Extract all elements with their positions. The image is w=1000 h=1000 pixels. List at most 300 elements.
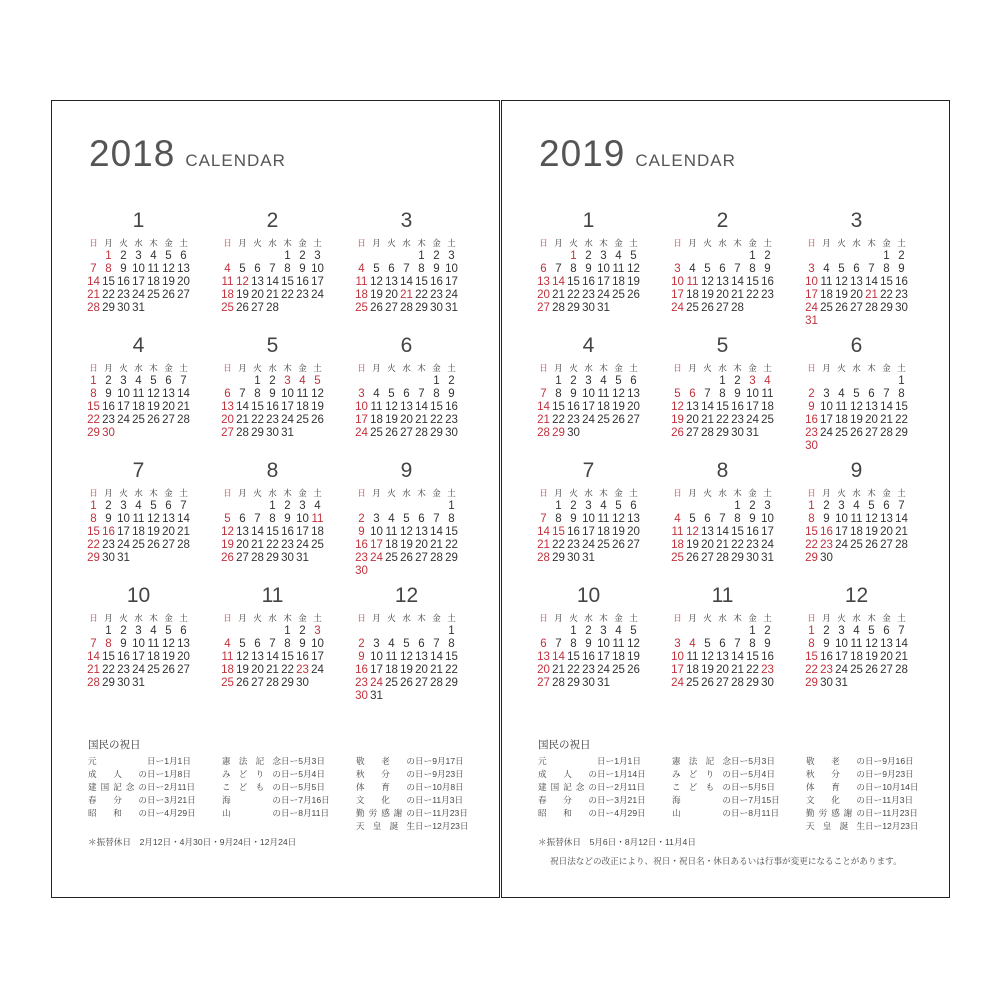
day-cell: 13	[716, 651, 729, 663]
weekday-label: 木	[733, 488, 742, 498]
day-cell: 21	[236, 414, 249, 426]
week-row	[536, 397, 656, 413]
week-row	[670, 371, 790, 387]
day-cell: 7	[540, 388, 547, 400]
day-cell: 8	[284, 638, 291, 650]
day-cell: 17	[117, 526, 130, 538]
day-cell: 2	[358, 513, 365, 525]
day-cell: 16	[820, 526, 833, 538]
day-cell: 7	[555, 638, 562, 650]
day-cell: 22	[805, 539, 818, 551]
weekday-header	[354, 358, 474, 371]
day-cell: 26	[865, 664, 878, 676]
day-cell: 17	[132, 651, 145, 663]
weekday-label: 火	[387, 488, 396, 498]
weekday-header	[536, 358, 656, 371]
day-cell: 14	[430, 526, 443, 538]
day-cell: 11	[385, 651, 398, 663]
day-cell: 15	[281, 276, 294, 288]
day-cell: 12	[627, 263, 640, 275]
holiday-date: 日ー5月5日	[731, 782, 775, 792]
weekday-label: 木	[149, 238, 158, 248]
day-cell: 25	[597, 539, 610, 551]
week-row	[220, 496, 340, 512]
day-cell: 24	[805, 302, 818, 314]
weekday-label: 水	[584, 613, 593, 623]
day-cell: 19	[311, 401, 324, 413]
day-cell: 21	[552, 289, 565, 301]
day-cell: 5	[165, 250, 172, 262]
weekday-label: 火	[387, 613, 396, 623]
holiday-date: 日ー9月23日	[415, 769, 464, 779]
day-cell: 20	[880, 526, 893, 538]
day-cell: 9	[433, 263, 440, 275]
day-cell: 5	[239, 638, 246, 650]
day-cell: 4	[388, 513, 395, 525]
day-cell: 3	[600, 250, 607, 262]
day-cell: 12	[701, 276, 714, 288]
day-cell: 5	[838, 263, 845, 275]
day-cell: 12	[701, 651, 714, 663]
day-cell: 13	[162, 513, 175, 525]
day-cell: 30	[102, 427, 115, 439]
weekday-label: 金	[748, 613, 757, 623]
day-cell: 1	[883, 250, 890, 262]
holiday-entry	[806, 755, 919, 768]
day-cell: 21	[251, 539, 264, 551]
day-cell: 11	[597, 513, 610, 525]
day-cell: 7	[898, 500, 905, 512]
day-cell: 29	[281, 677, 294, 689]
day-cell: 3	[749, 375, 756, 387]
weekday-header	[536, 608, 656, 621]
week-row	[536, 272, 656, 288]
weekday-label: 水	[718, 488, 727, 498]
weekday-label: 火	[569, 238, 578, 248]
week-row	[804, 535, 924, 551]
week-row	[354, 647, 474, 663]
holiday-date: 日ー11月3日	[415, 795, 464, 805]
day-cell: 13	[415, 526, 428, 538]
holiday-entry	[538, 781, 646, 794]
weekday-label: 月	[104, 363, 113, 373]
day-cell: 18	[835, 414, 848, 426]
day-cell: 7	[734, 638, 741, 650]
weekday-label: 日	[539, 488, 548, 498]
day-cell: 8	[448, 638, 455, 650]
day-cell: 27	[865, 427, 878, 439]
day-cell: 8	[448, 513, 455, 525]
weekday-label: 土	[629, 488, 638, 498]
day-cell: 30	[820, 552, 833, 564]
day-cell: 14	[87, 651, 100, 663]
week-row	[804, 298, 924, 314]
day-cell: 11	[761, 388, 774, 400]
day-cell: 30	[430, 302, 443, 314]
weekday-label: 土	[897, 238, 906, 248]
day-cell: 16	[761, 276, 774, 288]
weekday-label: 木	[149, 613, 158, 623]
day-cell: 19	[627, 276, 640, 288]
day-cell: 22	[281, 664, 294, 676]
day-cell: 5	[704, 263, 711, 275]
day-cell: 14	[266, 651, 279, 663]
day-cell: 4	[224, 263, 231, 275]
day-cell: 28	[701, 427, 714, 439]
day-cell: 11	[311, 513, 324, 525]
day-cell: 21	[880, 414, 893, 426]
day-cell: 21	[400, 289, 413, 301]
week-row	[804, 522, 924, 538]
day-cell: 16	[266, 401, 279, 413]
day-cell: 16	[895, 276, 908, 288]
day-cell: 16	[296, 651, 309, 663]
day-cell: 26	[147, 414, 160, 426]
day-cell: 9	[585, 638, 592, 650]
day-cell: 20	[686, 414, 699, 426]
day-cell: 14	[537, 526, 550, 538]
month-1	[536, 209, 656, 314]
week-row	[220, 397, 340, 413]
week-row	[670, 535, 790, 551]
holiday-entry	[672, 794, 780, 807]
day-cell: 24	[761, 539, 774, 551]
weekday-label: 金	[432, 488, 441, 498]
day-cell: 11	[147, 263, 160, 275]
day-cell: 10	[281, 388, 294, 400]
day-cell: 28	[865, 302, 878, 314]
weekday-label: 金	[298, 613, 307, 623]
day-cell: 26	[400, 552, 413, 564]
day-cell: 9	[358, 651, 365, 663]
weekday-label: 金	[164, 613, 173, 623]
day-cell: 12	[835, 276, 848, 288]
day-cell: 18	[686, 289, 699, 301]
day-cell: 10	[582, 513, 595, 525]
day-cell: 25	[385, 552, 398, 564]
week-row	[86, 647, 206, 663]
day-cell: 10	[370, 526, 383, 538]
week-row	[670, 410, 790, 426]
day-cell: 12	[671, 401, 684, 413]
day-cell: 12	[311, 388, 324, 400]
holiday-column	[806, 755, 919, 833]
day-cell: 15	[552, 401, 565, 413]
day-cell: 31	[132, 302, 145, 314]
day-cell: 18	[820, 289, 833, 301]
weekday-label: 金	[882, 613, 891, 623]
day-cell: 1	[448, 625, 455, 637]
day-cell: 22	[415, 289, 428, 301]
day-cell: 8	[105, 638, 112, 650]
day-cell: 21	[430, 664, 443, 676]
holiday-entry	[88, 755, 196, 768]
day-cell: 11	[820, 276, 833, 288]
day-cell: 17	[597, 651, 610, 663]
day-cell: 23	[805, 427, 818, 439]
month-number: 8	[716, 459, 729, 482]
day-cell: 9	[823, 513, 830, 525]
day-cell: 24	[597, 664, 610, 676]
day-cell: 9	[585, 263, 592, 275]
day-cell: 28	[731, 302, 744, 314]
day-cell: 2	[585, 250, 592, 262]
day-cell: 3	[808, 263, 815, 275]
holiday-name: 文化の	[806, 795, 865, 805]
day-cell: 6	[254, 263, 261, 275]
month-9	[804, 459, 924, 564]
weekday-label: 月	[372, 488, 381, 498]
day-cell: 30	[567, 427, 580, 439]
day-cell: 5	[674, 388, 681, 400]
holiday-entry	[222, 755, 330, 768]
day-cell: 29	[895, 427, 908, 439]
weekday-header	[670, 608, 790, 621]
weekday-label: 火	[253, 363, 262, 373]
weekday-label: 火	[119, 613, 128, 623]
day-cell: 26	[236, 677, 249, 689]
day-cell: 7	[868, 263, 875, 275]
day-cell: 10	[355, 401, 368, 413]
week-row	[670, 621, 790, 637]
day-cell: 24	[281, 414, 294, 426]
day-cell: 19	[850, 414, 863, 426]
day-cell: 4	[823, 263, 830, 275]
week-row	[536, 246, 656, 262]
day-cell: 25	[835, 427, 848, 439]
month-number: 11	[711, 584, 734, 607]
week-row	[536, 496, 656, 512]
weekday-label: 木	[417, 363, 426, 373]
month-3	[804, 209, 924, 327]
day-cell: 17	[117, 401, 130, 413]
day-cell: 9	[269, 388, 276, 400]
day-cell: 10	[582, 388, 595, 400]
day-cell: 28	[895, 664, 908, 676]
weekday-label: 月	[372, 238, 381, 248]
weekday-label: 火	[569, 613, 578, 623]
day-cell: 7	[555, 263, 562, 275]
day-cell: 17	[820, 414, 833, 426]
day-cell: 24	[671, 677, 684, 689]
day-cell: 15	[895, 401, 908, 413]
day-cell: 9	[570, 388, 577, 400]
day-cell: 17	[582, 401, 595, 413]
day-cell: 20	[716, 664, 729, 676]
day-cell: 10	[117, 513, 130, 525]
day-cell: 23	[266, 414, 279, 426]
weekday-label: 水	[134, 488, 143, 498]
day-cell: 11	[597, 388, 610, 400]
day-cell: 1	[570, 250, 577, 262]
day-cell: 17	[671, 664, 684, 676]
day-cell: 15	[102, 651, 115, 663]
weekday-label: 水	[852, 363, 861, 373]
holiday-date: 日ー10月14日	[865, 782, 919, 792]
day-cell: 4	[135, 375, 142, 387]
day-cell: 29	[567, 677, 580, 689]
day-cell: 20	[850, 289, 863, 301]
holiday-column	[88, 755, 196, 820]
day-cell: 18	[612, 651, 625, 663]
day-cell: 8	[90, 513, 97, 525]
day-cell: 22	[567, 664, 580, 676]
day-cell: 21	[177, 401, 190, 413]
week-row	[220, 285, 340, 301]
weekday-label: 月	[554, 238, 563, 248]
weekday-header	[804, 233, 924, 246]
week-row	[354, 298, 474, 314]
day-cell: 4	[615, 625, 622, 637]
week-row	[354, 285, 474, 301]
day-cell: 6	[165, 500, 172, 512]
day-cell: 1	[105, 250, 112, 262]
weekday-label: 日	[89, 363, 98, 373]
day-cell: 23	[355, 677, 368, 689]
day-cell: 17	[746, 401, 759, 413]
day-cell: 5	[615, 375, 622, 387]
holiday-entry	[356, 794, 469, 807]
day-cell: 3	[585, 500, 592, 512]
day-cell: 14	[895, 638, 908, 650]
day-cell: 27	[686, 427, 699, 439]
holiday-entry	[672, 781, 780, 794]
weekday-label: 木	[599, 238, 608, 248]
day-cell: 23	[430, 289, 443, 301]
day-cell: 19	[370, 289, 383, 301]
day-cell: 31	[597, 302, 610, 314]
holiday-date: 日ー3月21日	[597, 795, 646, 805]
day-cell: 28	[430, 677, 443, 689]
day-cell: 15	[445, 526, 458, 538]
day-cell: 18	[385, 664, 398, 676]
weekday-label: 水	[402, 613, 411, 623]
day-cell: 4	[600, 500, 607, 512]
day-cell: 23	[445, 414, 458, 426]
day-cell: 21	[716, 539, 729, 551]
day-cell: 2	[570, 375, 577, 387]
day-cell: 24	[445, 289, 458, 301]
day-cell: 9	[120, 263, 127, 275]
day-cell: 22	[445, 664, 458, 676]
weekday-label: 月	[238, 363, 247, 373]
day-cell: 2	[299, 250, 306, 262]
weekday-label: 土	[897, 488, 906, 498]
day-cell: 24	[132, 289, 145, 301]
week-row	[354, 246, 474, 262]
day-cell: 22	[266, 539, 279, 551]
day-cell: 19	[221, 539, 234, 551]
month-11	[670, 584, 790, 689]
holiday-name: 天皇誕生	[356, 821, 415, 831]
day-cell: 18	[147, 651, 160, 663]
day-cell: 22	[430, 414, 443, 426]
weekday-label: 火	[119, 488, 128, 498]
day-cell: 25	[612, 289, 625, 301]
weekday-label: 土	[313, 363, 322, 373]
weekday-label: 水	[268, 363, 277, 373]
holiday-column	[222, 755, 330, 820]
day-cell: 12	[686, 526, 699, 538]
day-cell: 12	[865, 513, 878, 525]
holiday-date: 日ー5月5日	[281, 782, 325, 792]
week-row	[670, 246, 790, 262]
weekday-label: 火	[253, 488, 262, 498]
day-cell: 12	[627, 638, 640, 650]
weekday-label: 日	[223, 363, 232, 373]
month-12	[804, 584, 924, 689]
day-cell: 21	[895, 526, 908, 538]
day-cell: 31	[761, 552, 774, 564]
day-cell: 4	[674, 513, 681, 525]
day-cell: 5	[239, 263, 246, 275]
holidays-title: 国民の祝日	[538, 739, 591, 751]
holiday-entry	[222, 768, 330, 781]
day-cell: 15	[430, 401, 443, 413]
day-cell: 28	[716, 552, 729, 564]
holidays-title: 国民の祝日	[88, 739, 141, 751]
day-cell: 29	[880, 302, 893, 314]
day-cell: 30	[355, 690, 368, 702]
day-cell: 20	[236, 539, 249, 551]
week-row	[670, 634, 790, 650]
day-cell: 13	[701, 526, 714, 538]
holiday-name: 昭和の	[538, 808, 597, 818]
week-row	[220, 621, 340, 637]
month-number: 10	[576, 584, 601, 607]
holiday-date: 日ー8月11日	[281, 808, 330, 818]
weekday-header	[804, 608, 924, 621]
day-cell: 14	[177, 388, 190, 400]
weekday-header	[220, 233, 340, 246]
day-cell: 9	[823, 638, 830, 650]
weekday-label: 日	[673, 363, 682, 373]
day-cell: 16	[102, 526, 115, 538]
week-row	[86, 522, 206, 538]
day-cell: 9	[764, 638, 771, 650]
day-cell: 2	[764, 625, 771, 637]
day-cell: 26	[311, 414, 324, 426]
weekday-label: 土	[179, 363, 188, 373]
weekday-label: 木	[417, 488, 426, 498]
day-cell: 13	[865, 401, 878, 413]
weekday-label: 月	[822, 238, 831, 248]
day-cell: 10	[117, 388, 130, 400]
weekday-label: 月	[238, 613, 247, 623]
day-cell: 5	[868, 625, 875, 637]
day-cell: 10	[671, 276, 684, 288]
holiday-entry	[806, 794, 919, 807]
day-cell: 18	[221, 289, 234, 301]
holiday-name: 春分の	[88, 795, 147, 805]
day-cell: 20	[537, 664, 550, 676]
weekday-label: 水	[718, 238, 727, 248]
holiday-entry	[672, 807, 780, 820]
day-cell: 28	[537, 427, 550, 439]
day-cell: 3	[135, 250, 142, 262]
day-cell: 30	[355, 565, 368, 577]
week-row	[86, 246, 206, 262]
weekday-label: 月	[104, 613, 113, 623]
day-cell: 21	[177, 526, 190, 538]
holiday-entry	[806, 820, 919, 833]
month-8	[220, 459, 340, 564]
day-cell: 16	[731, 401, 744, 413]
weekday-label: 金	[748, 238, 757, 248]
weekday-label: 日	[223, 488, 232, 498]
week-row	[804, 285, 924, 301]
week-row	[220, 272, 340, 288]
